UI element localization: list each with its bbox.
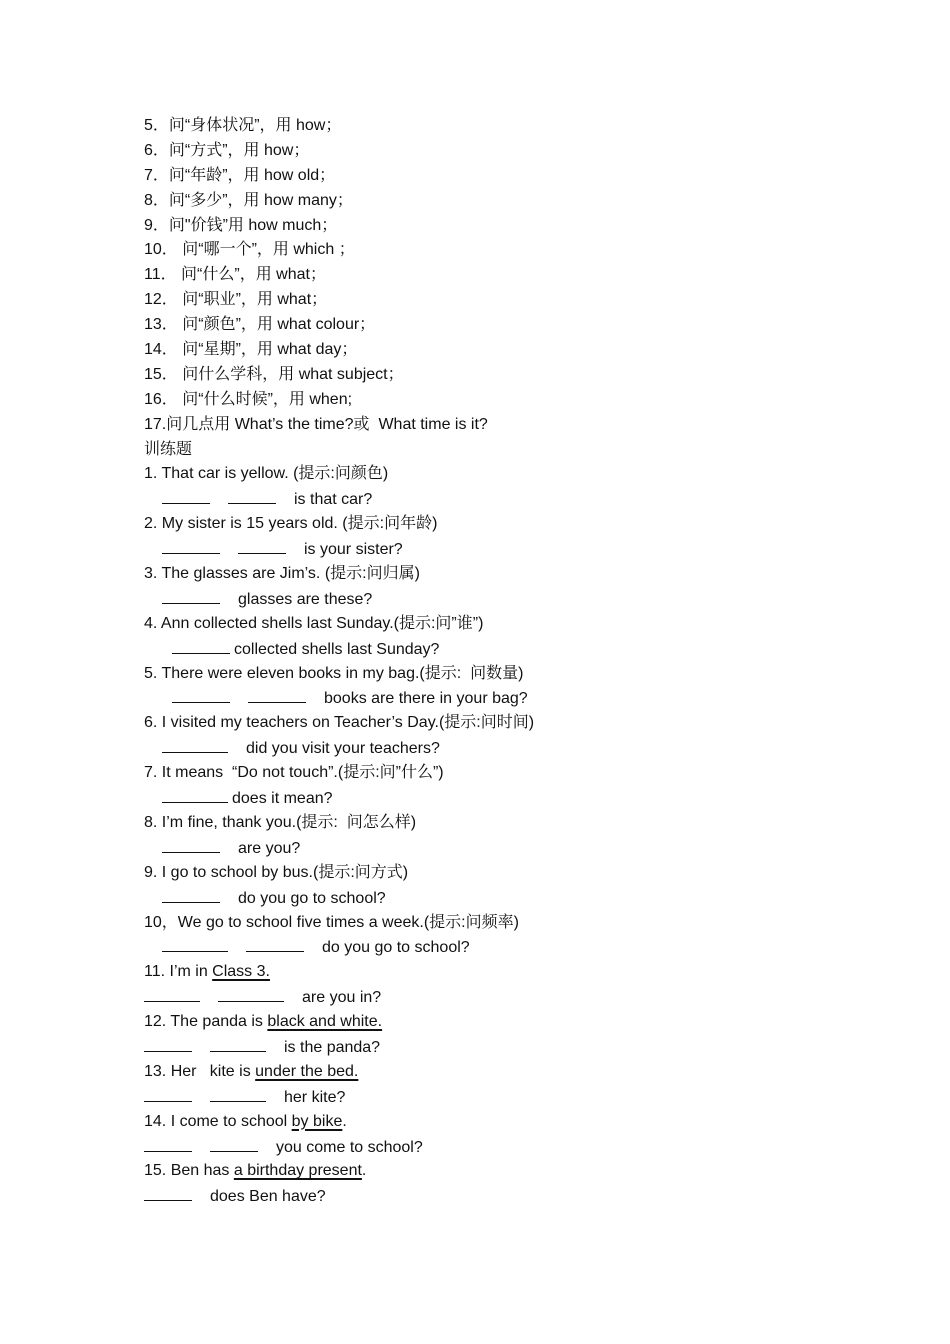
exercise-answer-line bbox=[144, 1035, 904, 1060]
answer-blank[interactable] bbox=[162, 587, 220, 604]
rule-line: 12． 问“职业”，用 what； bbox=[144, 291, 328, 309]
answer-blank[interactable] bbox=[144, 985, 200, 1002]
exercise-question: 8. I’m fine, thank you.(提示: 问怎么样) bbox=[144, 813, 417, 831]
exercise-answer-line bbox=[144, 1184, 904, 1209]
answer-text: do you go to school? bbox=[238, 889, 386, 907]
answer-blank[interactable] bbox=[210, 1085, 266, 1102]
exercise-answer-line bbox=[144, 935, 904, 960]
answer-blank[interactable] bbox=[162, 537, 220, 554]
exercise-question: 1. That car is yellow. (提示:问颜色) bbox=[144, 465, 389, 483]
rule-line: 7．问“年龄”，用 how old； bbox=[144, 166, 336, 184]
answer-blank[interactable] bbox=[172, 686, 230, 703]
answer-blank[interactable] bbox=[172, 637, 230, 654]
exercise-question: 9. I go to school by bus.(提示:问方式) bbox=[144, 863, 409, 881]
answer-blank[interactable] bbox=[144, 1135, 192, 1152]
exercise-question: 5. There were eleven books in my bag.(提示: 问数量) bbox=[144, 664, 524, 682]
answer-blank[interactable] bbox=[210, 1035, 266, 1052]
exercise-answer-line bbox=[144, 1085, 904, 1110]
answer-blank[interactable] bbox=[210, 1135, 258, 1152]
exercise-answer-line bbox=[144, 686, 904, 711]
question-text: 15. Ben has bbox=[144, 1162, 234, 1180]
underlined-phrase: black and white. bbox=[267, 1013, 383, 1031]
rule-line: 5．问“身体状况”，用 how； bbox=[144, 117, 342, 134]
question-text: . bbox=[361, 1162, 367, 1180]
answer-blank[interactable] bbox=[144, 1085, 192, 1102]
answer-text: is that car? bbox=[294, 491, 373, 509]
exercise-answer-line bbox=[144, 985, 904, 1010]
answer-text: are you? bbox=[238, 839, 301, 857]
rule-line: 9．问"价钱”用 how much； bbox=[144, 216, 338, 234]
exercise-answer-line bbox=[144, 487, 904, 512]
section-title: 训练题 bbox=[144, 440, 193, 458]
answer-blank[interactable] bbox=[246, 935, 304, 952]
answer-text: is the panda? bbox=[284, 1038, 381, 1056]
question-text: 12. The panda is bbox=[144, 1013, 268, 1031]
rule-line: 11． 问“什么”，用 what； bbox=[144, 266, 326, 284]
exercise-question bbox=[144, 1159, 904, 1184]
rule-line: 6．问“方式”，用 how； bbox=[144, 141, 310, 159]
answer-text: books are there in your bag? bbox=[324, 690, 528, 708]
answer-blank[interactable] bbox=[162, 935, 228, 952]
rule-line: 8．问“多少”，用 how many； bbox=[144, 191, 353, 209]
question-text: 11. I’m in bbox=[144, 963, 213, 981]
exercise-question: 10，We go to school five times a week.(提示:问频率) bbox=[144, 913, 519, 931]
exercise-answer-line bbox=[144, 537, 904, 562]
answer-blank[interactable] bbox=[144, 1035, 192, 1052]
rule-line: 13． 问“颜色”，用 what colour； bbox=[144, 316, 376, 334]
exercise-question bbox=[144, 1110, 904, 1135]
answer-text: are you in? bbox=[302, 989, 382, 1007]
answer-blank[interactable] bbox=[162, 786, 228, 803]
answer-blank[interactable] bbox=[228, 487, 276, 504]
answer-text: do you go to school? bbox=[322, 939, 470, 957]
rule-line: 10． 问“哪一个”，用 which ； bbox=[144, 241, 355, 259]
exercise-question bbox=[144, 1060, 904, 1085]
question-text: 13. Her kite is bbox=[144, 1062, 256, 1080]
underlined-phrase: under the bed. bbox=[255, 1062, 359, 1080]
answer-blank[interactable] bbox=[162, 836, 220, 853]
answer-text: you come to school? bbox=[276, 1138, 423, 1156]
answer-blank[interactable] bbox=[218, 985, 284, 1002]
answer-blank[interactable] bbox=[162, 487, 210, 504]
rule-line: 14． 问“星期”，用 what day； bbox=[144, 341, 358, 359]
worksheet-page bbox=[144, 114, 904, 1209]
underlined-phrase: Class 3. bbox=[212, 963, 270, 981]
exercise-question: 6. I visited my teachers on Teacher’s Day.(提示:问时间) bbox=[144, 714, 535, 732]
answer-blank[interactable] bbox=[144, 1184, 192, 1201]
exercise-answer-line bbox=[144, 587, 904, 612]
rule-line: 17.问几点用 What’s the time?或 What time is it? bbox=[144, 415, 488, 433]
underlined-phrase: by bike bbox=[291, 1112, 343, 1130]
exercise-question: 4. Ann collected shells last Sunday.(提示:问”谁”) bbox=[144, 614, 484, 632]
answer-text: did you visit your teachers? bbox=[246, 740, 440, 758]
answer-blank[interactable] bbox=[162, 886, 220, 903]
exercise-answer-line bbox=[144, 736, 904, 761]
exercise-answer-line bbox=[144, 836, 904, 861]
rule-line: 16． 问“什么时候”，用 when; bbox=[144, 390, 353, 408]
answer-text: does Ben have? bbox=[210, 1188, 326, 1206]
exercise-question: 2. My sister is 15 years old. (提示:问年龄) bbox=[144, 515, 438, 533]
exercise-question bbox=[144, 960, 904, 985]
answer-blank[interactable] bbox=[238, 537, 286, 554]
answer-text: is your sister? bbox=[304, 541, 403, 559]
exercise-answer-line bbox=[144, 886, 904, 911]
answer-text: collected shells last Sunday? bbox=[234, 640, 440, 658]
underlined-phrase: a birthday present bbox=[233, 1162, 362, 1180]
answer-blank[interactable] bbox=[248, 686, 306, 703]
answer-text: does it mean? bbox=[232, 790, 333, 808]
question-text: 14. I come to school bbox=[144, 1112, 292, 1130]
rule-line: 15． 问什么学科，用 what subject； bbox=[144, 365, 404, 383]
exercise-answer-line bbox=[144, 637, 904, 662]
answer-text: glasses are these? bbox=[238, 590, 373, 608]
exercise-question: 3. The glasses are Jim’s. (提示:问归属) bbox=[144, 565, 420, 583]
exercise-question: 7. It means “Do not touch”.(提示:问”什么”) bbox=[144, 764, 444, 782]
answer-text: her kite? bbox=[284, 1088, 346, 1106]
answer-blank[interactable] bbox=[162, 736, 228, 753]
exercise-answer-line bbox=[144, 786, 904, 811]
question-text: . bbox=[342, 1112, 347, 1130]
exercise-answer-line bbox=[144, 1135, 904, 1160]
exercise-question bbox=[144, 1010, 904, 1035]
